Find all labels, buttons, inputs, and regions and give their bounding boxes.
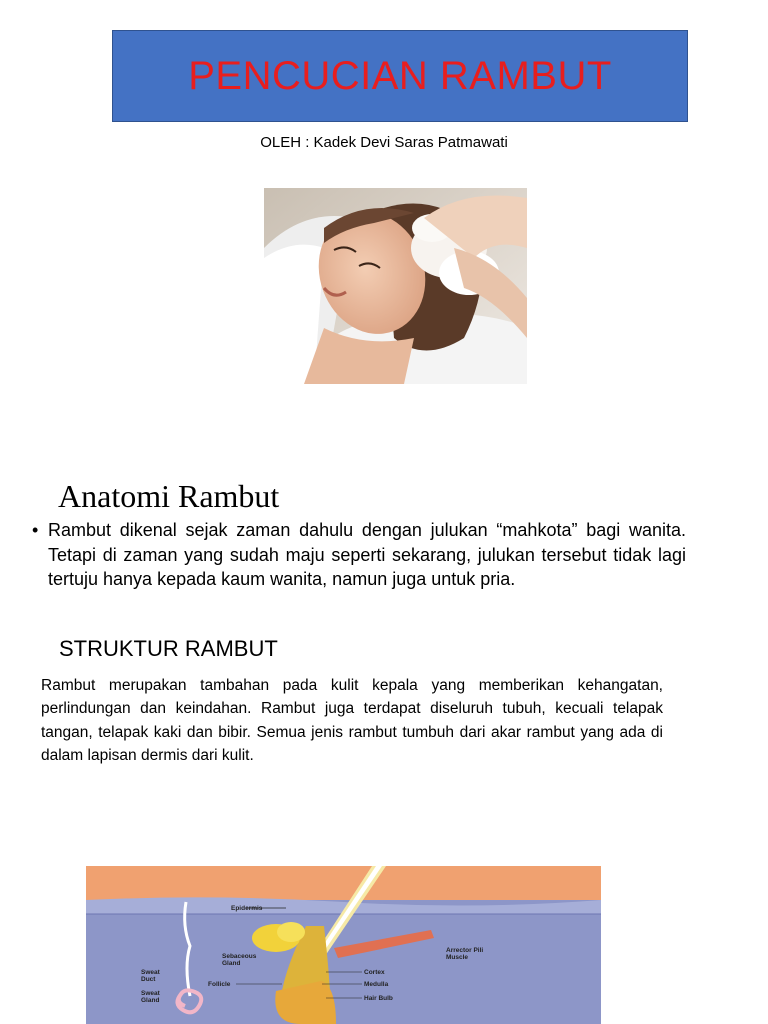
label-sweat-gland-2: Gland bbox=[141, 997, 160, 1004]
label-follicle: Follicle bbox=[208, 981, 231, 988]
label-sweat-duct-2: Duct bbox=[141, 976, 156, 983]
anatomy-heading: Anatomi Rambut bbox=[58, 478, 280, 514]
bullet-item bbox=[32, 518, 686, 592]
label-muscle: Muscle bbox=[446, 954, 469, 961]
label-sebaceous: Sebaceous bbox=[222, 953, 257, 960]
structure-paragraph: Rambut merupakan tambahan pada kulit kepala yang memberikan kehangatan, perlindungan dan keindahan. Rambut juga terdapat diseluruh tubuh, kecuali telapak tangan, telapak kaki dan bibir. Semua jenis rambut tumbuh dari akar rambut yang ada di dalam lapisan dermis dari kulit. bbox=[41, 677, 663, 764]
label-sweat-gland-1: Sweat bbox=[141, 990, 160, 997]
label-sweat-duct-1: Sweat bbox=[141, 969, 160, 976]
title-box bbox=[112, 30, 688, 122]
hair-washing-photo bbox=[264, 188, 527, 384]
label-epidermis: Epidermis bbox=[231, 905, 263, 912]
label-arrector: Arrector Pili bbox=[446, 947, 484, 954]
author-line: OLEH : Kadek Devi Saras Patmawati bbox=[260, 134, 508, 151]
slide-title: PENCUCIAN RAMBUT bbox=[188, 53, 612, 98]
label-cortex: Cortex bbox=[364, 969, 385, 976]
hair-anatomy-diagram bbox=[86, 866, 601, 1024]
label-gland: Gland bbox=[222, 960, 241, 967]
structure-heading: STRUKTUR RAMBUT bbox=[59, 636, 278, 661]
bullet-text: Rambut dikenal sejak zaman dahulu dengan julukan “mahkota” bagi wanita. Tetapi di zaman yang sudah maju seperti sekarang, julukan tersebut tidak lagi tertuju hanya kepada kaum wanita, namun juga untuk pria. bbox=[48, 520, 686, 589]
label-hair-bulb: Hair Bulb bbox=[364, 995, 393, 1002]
hair-anatomy-illustration bbox=[86, 866, 601, 1024]
hair-washing-illustration bbox=[264, 188, 527, 384]
label-medulla: Medulla bbox=[364, 981, 389, 988]
bullet-dot: • bbox=[32, 520, 39, 540]
